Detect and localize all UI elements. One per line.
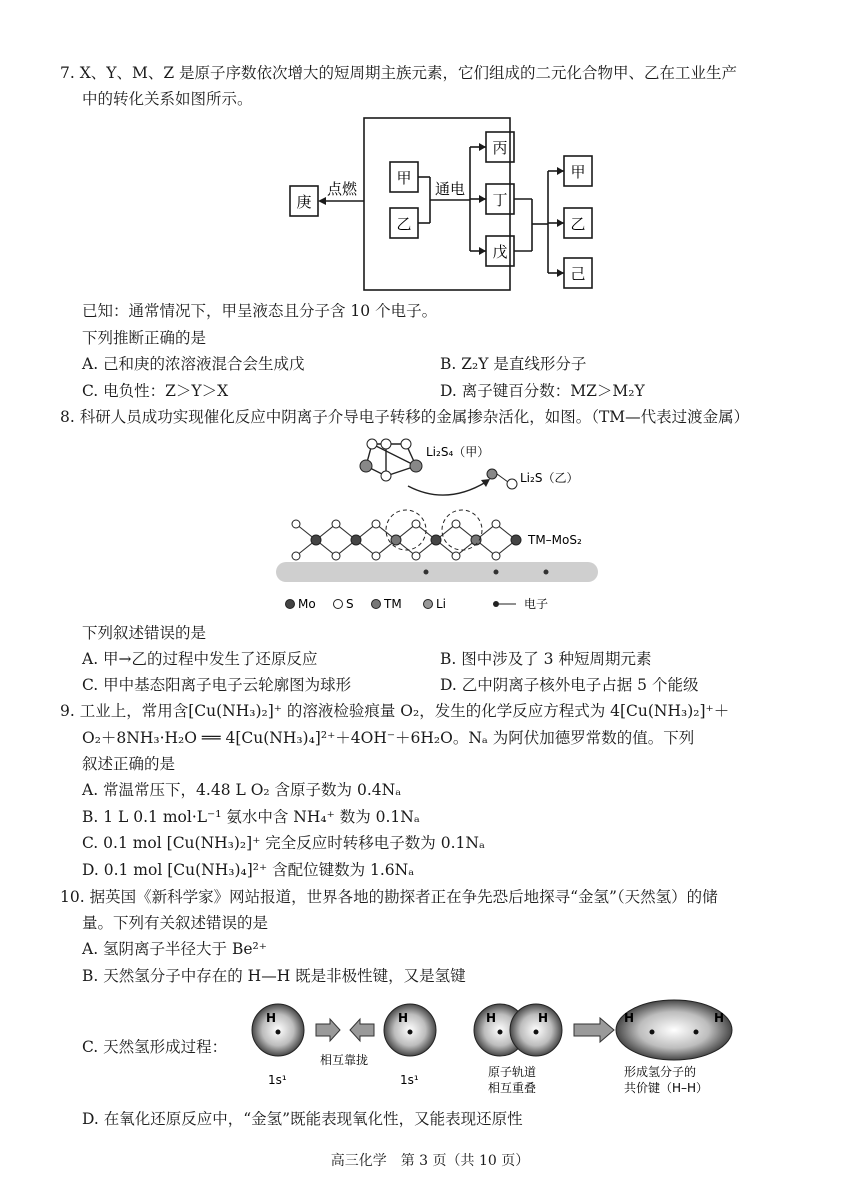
q10-option-c: C. 天然氢形成过程： (82, 1038, 228, 1056)
box-wu: 戊 (492, 243, 508, 261)
q7-option-a: A. 己和庚的浓溶液混合会生成戊 (82, 355, 305, 373)
label-li2s: Li₂S（乙） (520, 471, 579, 485)
q9-option-c: C. 0.1 mol [Cu(NH₃)₂]⁺ 完全反应时转移电子数为 0.1Nₐ (82, 834, 485, 852)
q8-option-b: B. 图中涉及了 3 种短周期元素 (440, 650, 652, 668)
page-footer: 高三化学 第 3 页（共 10 页） (330, 1153, 530, 1169)
box-ji: 己 (570, 265, 586, 283)
q7-option-d: D. 离子键百分数：MZ＞M₂Y (440, 382, 645, 400)
legend-li: Li (436, 597, 447, 611)
q7-option-b: B. Z₂Y 是直线形分子 (440, 355, 587, 373)
box-bing: 丙 (492, 139, 508, 157)
q8-catalysis-diagram (276, 432, 606, 616)
legend-s: S (346, 597, 354, 611)
q7-known: 已知：通常情况下，甲呈液态且分子含 10 个电子。 (82, 302, 438, 320)
q10-option-d: D. 在氧化还原反应中，“金氢”既能表现氧化性，又能表现还原性 (82, 1110, 523, 1128)
q8-option-c: C. 甲中基态阳离子电子云轮廓图为球形 (82, 676, 352, 694)
q10-option-a: A. 氢阴离子半径大于 Be²⁺ (82, 940, 267, 958)
label-li2s4: Li₂S₄（甲） (426, 445, 490, 459)
q9-stem-line1: 9. 工业上，常用含[Cu(NH₃)₂]⁺ 的溶液检验痕量 O₂，发生的化学反应方程式为 4[Cu(NH₃)₂]⁺＋ (60, 702, 730, 720)
q9-option-d: D. 0.1 mol [Cu(NH₃)₄]²⁺ 含配位键数为 1.6Nₐ (82, 861, 415, 879)
h-right-label: H (398, 1011, 409, 1025)
q9-stem-line2: O₂＋8NH₃·H₂O ══ 4[Cu(NH₃)₄]²⁺＋4OH⁻＋6H₂O。Nₐ 为阿伏加德罗常数的值。下列 (82, 729, 695, 747)
box-out-yi: 乙 (570, 215, 586, 233)
q8-option-d: D. 乙中阴离子核外电子占据 5 个能级 (440, 676, 699, 694)
q9-stem-line3: 叙述正确的是 (82, 755, 176, 773)
h-bond-right: H (714, 1011, 725, 1025)
q10-hydrogen-formation-diagram (240, 992, 740, 1104)
box-ding: 丁 (492, 191, 508, 209)
label-overlap-1: 原子轨道 (488, 1065, 537, 1079)
q7-stem-line2: 中的转化关系如图所示。 (82, 90, 253, 108)
box-geng: 庚 (296, 193, 312, 211)
label-overlap-2: 相互重叠 (488, 1081, 537, 1095)
q7-conversion-diagram (280, 112, 610, 302)
label-1s1-right: 1s¹ (400, 1073, 419, 1087)
label-1s1-left: 1s¹ (268, 1073, 287, 1087)
q9-option-a: A. 常温常压下，4.48 L O₂ 含原子数为 0.4Nₐ (82, 781, 402, 799)
q7-option-c: C. 电负性：Z＞Y＞X (82, 382, 229, 400)
h-overlap-right: H (538, 1011, 549, 1025)
q7-ask: 下列推断正确的是 (82, 329, 207, 347)
q10-stem-line2: 量。下列有关叙述错误的是 (82, 914, 269, 932)
legend-mo: Mo (298, 597, 316, 611)
label-tm-mos2: TM–MoS₂ (528, 533, 582, 547)
legend-tm: TM (384, 597, 402, 611)
legend-electron: 电子 (524, 597, 549, 611)
q10-stem-line1: 10. 据英国《新科学家》网站报道，世界各地的勘探者正在争先恐后地探寻“金氢”（天然氢）的储 (60, 888, 718, 906)
q8-ask: 下列叙述错误的是 (82, 624, 207, 642)
q7-stem-line1: 7. X、Y、M、Z 是原子序数依次增大的短周期主族元素，它们组成的二元化合物甲、乙在工业生产 (60, 64, 738, 82)
label-tongdian: 通电 (434, 180, 466, 198)
q10-option-b: B. 天然氢分子中存在的 H—H 既是非极性键，又是氢键 (82, 967, 466, 985)
label-approach: 相互靠拢 (320, 1053, 369, 1067)
label-bond-2: 共价键（H–H） (624, 1081, 709, 1095)
q8-stem: 8. 科研人员成功实现催化反应中阴离子介导电子转移的金属掺杂活化，如图。（TM—代表过渡金属） (60, 408, 750, 426)
box-out-jia: 甲 (570, 163, 586, 181)
h-overlap-left: H (486, 1011, 497, 1025)
h-left-label: H (266, 1011, 277, 1025)
label-dianran: 点燃 (326, 180, 358, 198)
label-bond-1: 形成氢分子的 (624, 1065, 697, 1079)
h-bond-left: H (624, 1011, 635, 1025)
box-yi: 乙 (396, 215, 412, 233)
box-jia: 甲 (396, 169, 412, 187)
q8-option-a: A. 甲→乙的过程中发生了还原反应 (82, 650, 318, 668)
q9-option-b: B. 1 L 0.1 mol·L⁻¹ 氨水中含 NH₄⁺ 数为 0.1Nₐ (82, 808, 420, 826)
